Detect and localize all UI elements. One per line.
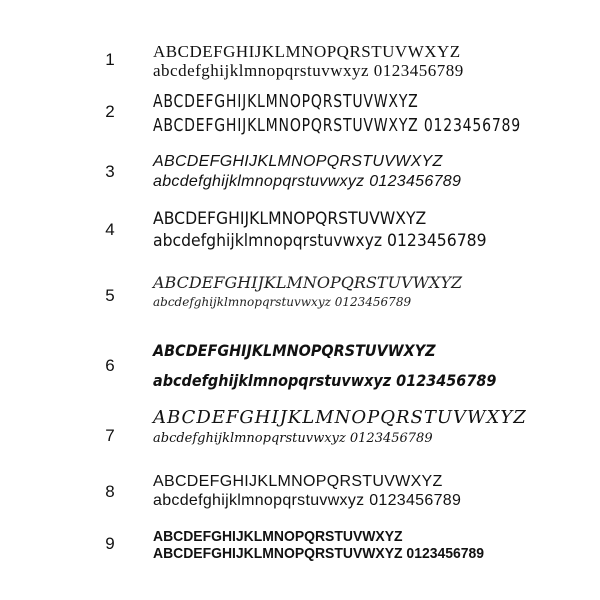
sample-text (153, 90, 521, 138)
lowercase-line: abcdefghijklmnopqrstuvwxyz 0123456789 (153, 295, 412, 309)
sample-number: 2 (105, 102, 115, 121)
lowercase-line: abcdefghijklmnopqrstuvwxyz 0123456789 (153, 61, 464, 80)
sample-number: 5 (105, 286, 115, 305)
lowercase-line: abcdefghijklmnopqrstuvwxyz 0123456789 (153, 173, 462, 190)
lowercase-line: abcdefghijklmnopqrstuvwxyz 0123456789 (153, 231, 487, 251)
uppercase-line: ABCDEFGHIJKLMNOPQRSTUVWXYZ (153, 473, 443, 490)
sample-text (153, 272, 462, 310)
sample-text (153, 336, 496, 396)
lowercase-line: ABCDEFGHIJKLMNOPQRSTUVWXYZ 0123456789 (153, 545, 485, 562)
sample-number: 7 (105, 426, 115, 445)
uppercase-line: ABCDEFGHIJKLMNOPQRSTUVWXYZ (153, 42, 461, 61)
sample-number: 9 (105, 534, 115, 553)
uppercase-line: ABCDEFGHIJKLMNOPQRSTUVWXYZ (153, 528, 403, 545)
sample-text (153, 152, 461, 192)
lowercase-line: abcdefghijklmnopqrstuvwxyz 0123456789 (153, 431, 433, 446)
uppercase-line: ABCDEFGHIJKLMNOPQRSTUVWXYZ (153, 91, 419, 112)
sample-number: 4 (105, 220, 115, 239)
lowercase-line: ABCDEFGHIJKLMNOPQRSTUVWXYZ 0123456789 (153, 115, 521, 136)
sample-number: 6 (105, 356, 115, 375)
sample-text (153, 208, 487, 252)
sample-number: 8 (105, 482, 115, 501)
sample-number: 3 (105, 162, 115, 181)
sample-text (153, 42, 464, 80)
sample-text (153, 528, 484, 562)
uppercase-line: ABCDEFGHIJKLMNOPQRSTUVWXYZ (153, 341, 436, 360)
lowercase-line: abcdefghijklmnopqrstuvwxyz 0123456789 (153, 492, 462, 509)
uppercase-line: ABCDEFGHIJKLMNOPQRSTUVWXYZ (153, 209, 427, 229)
sample-number: 1 (105, 50, 115, 69)
sample-text (153, 472, 461, 510)
uppercase-line: ABCDEFGHIJKLMNOPQRSTUVWXYZ (153, 273, 463, 292)
uppercase-line: ABCDEFGHIJKLMNOPQRSTUVWXYZ (153, 407, 527, 428)
lowercase-line: abcdefghijklmnopqrstuvwxyz 0123456789 (153, 371, 497, 390)
sample-text (153, 406, 527, 448)
uppercase-line: ABCDEFGHIJKLMNOPQRSTUVWXYZ (153, 153, 443, 170)
